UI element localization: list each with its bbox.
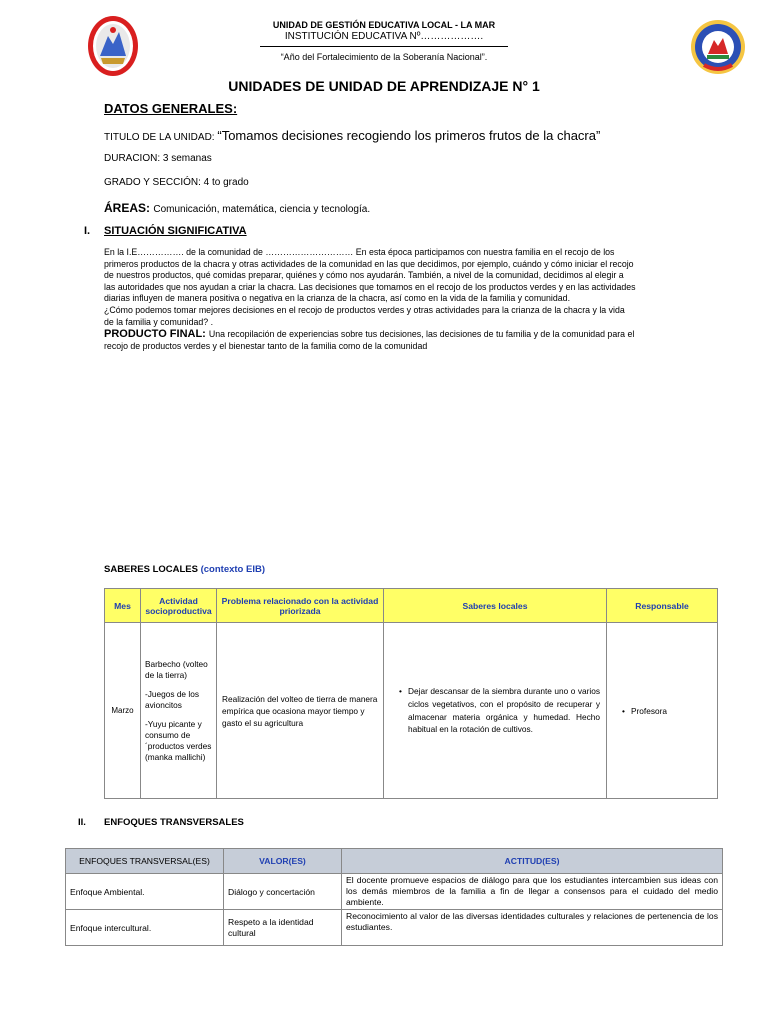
situacion-line: de nuestros productos, qué comidas preparar, quiénes y cómo nos ayudarán. También, a nivel de la comunidad, decidimos al elegir a (104, 270, 624, 281)
datos-generales-heading: DATOS GENERALES: (104, 101, 238, 116)
enfoques-num: II. (78, 817, 86, 828)
saberes-table (104, 588, 718, 799)
actividad-1: Barbecho (volteo de la tierra) (145, 658, 208, 680)
cell-actividad (141, 623, 217, 799)
situacion-line: primeros productos de la chacra y otras actividades de la comunidad en las que decidimos, por ejemplo, cuándo y cómo iniciar el recojo (104, 258, 634, 269)
producto-line2: recojo de productos verdes y el bienestar tanto de la familia como de la comunidad (104, 340, 428, 351)
cell-problema: Realización del volteo de tierra de manera empírica que ocasiona mayor tiempo y gasto el su agricultura (217, 623, 384, 799)
situacion-line: diarias influyen de manera positiva o negativa en la crianza de la chacra, así como en la vida de la familia y comunidad. (104, 293, 571, 304)
producto-final (104, 329, 704, 341)
saberes-title-paren: (contexto EIB) (200, 564, 265, 575)
header-valor: VALOR(ES) (224, 849, 342, 874)
actividad-2: -Juegos de los avioncitos (145, 688, 199, 710)
situacion-line: En la I.E……………. de la comunidad de ………………………… En esta época participamos con nuestra familia en el recojo de los (104, 247, 615, 257)
cell-enfoque: Enfoque Ambiental. (66, 874, 224, 910)
header-actitud: ACTITUD(ES) (342, 849, 723, 874)
header-mes: Mes (105, 589, 141, 623)
table-row (105, 623, 718, 799)
header-problema: Problema relacionado con la actividad priorizada (217, 589, 384, 623)
document-title: UNIDADES DE UNIDAD DE APRENDIZAJE N° 1 (228, 78, 540, 94)
producto-line1: Una recopilación de experiencias sobre tus decisiones, las decisiones de tu familia y de la comunidad para el (208, 329, 635, 340)
saberes-title-text: SABERES LOCALES (104, 564, 201, 575)
situacion-text (104, 247, 704, 352)
situacion-num: I. (84, 225, 91, 237)
header-enfoque: ENFOQUES TRANSVERSAL(ES) (66, 849, 224, 874)
table-row (66, 874, 723, 910)
saberes-header-row (105, 589, 718, 623)
areas-value: Comunicación, matemática, ciencia y tecnología. (153, 204, 371, 215)
cell-actitud: El docente promueve espacios de diálogo para que los estudiantes intercambien sus ideas con los demás miembros de la familia a fin de llegar a consensos para el cuidado del medio ambiente. (342, 874, 723, 910)
institution-header: INSTITUCIÓN EDUCATIVA Nº………………. (284, 31, 484, 42)
cell-enfoque: Enfoque intercultural. (66, 910, 224, 946)
year-motto: “Año del Fortalecimiento de la Soberanía Nacional”. (280, 52, 488, 62)
ugel-header: UNIDAD DE GESTIÓN EDUCATIVA LOCAL - LA MAR (272, 20, 496, 30)
table-row (66, 910, 723, 946)
saberes-title (104, 564, 265, 575)
situacion-line: las autoridades que nos ayudan a criar la chacra. Las decisiones que tomamos en el recojo de los productos verdes y en las actividades (104, 281, 636, 292)
producto-label: PRODUCTO FINAL: (104, 328, 209, 341)
situacion-line: ¿Cómo podemos tomar mejores decisiones en el recojo de productos verdes y otras actividades para la crianza de la chacra y la vida (104, 304, 625, 315)
duracion: DURACION: 3 semanas (104, 153, 212, 164)
cell-responsable (607, 623, 718, 799)
titulo-unidad (104, 127, 600, 145)
actividad-3: -Yuyu picante y consumo de ´productos verdes (manka mallichi) (145, 718, 212, 762)
enfoques-table (65, 848, 723, 946)
header-saberes: Saberes locales (384, 589, 607, 623)
header-actividad: Actividad socioproductiva (141, 589, 217, 623)
cell-saberes (384, 623, 607, 799)
areas-label: ÁREAS: (104, 201, 154, 215)
cell-valor: Respeto a la identidad cultural (224, 910, 342, 946)
enfoques-heading: ENFOQUES TRANSVERSALES (104, 817, 244, 828)
cell-actitud: Reconocimiento al valor de las diversas identidades culturales y relaciones de pertenencia de los estudiantes. (342, 910, 723, 946)
situacion-line: de la familia y comunidad? . (104, 316, 214, 327)
header-responsable: Responsable (607, 589, 718, 623)
responsable-bullet: • Profesora (631, 706, 713, 716)
header-divider (260, 46, 508, 47)
cell-valor: Diálogo y concertación (224, 874, 342, 910)
saberes-bullet: • Dejar descansar de la siembra durante uno o varios ciclos vegetativos, con el propósito de recuperar y almacenar materia orgánica y humedad. Hecho habitual en la rotación de cultivos. (408, 685, 600, 735)
titulo-value: “Tomamos decisiones recogiendo los primeros frutos de la chacra” (217, 128, 601, 143)
titulo-label: TITULO DE LA UNIDAD: (104, 132, 218, 143)
enfoques-header-row (66, 849, 723, 874)
areas (104, 199, 370, 217)
cell-mes: Marzo (105, 623, 141, 799)
grado-seccion: GRADO Y SECCIÓN: 4 to grado (104, 177, 249, 188)
situacion-heading: SITUACIÓN SIGNIFICATIVA (104, 225, 247, 237)
